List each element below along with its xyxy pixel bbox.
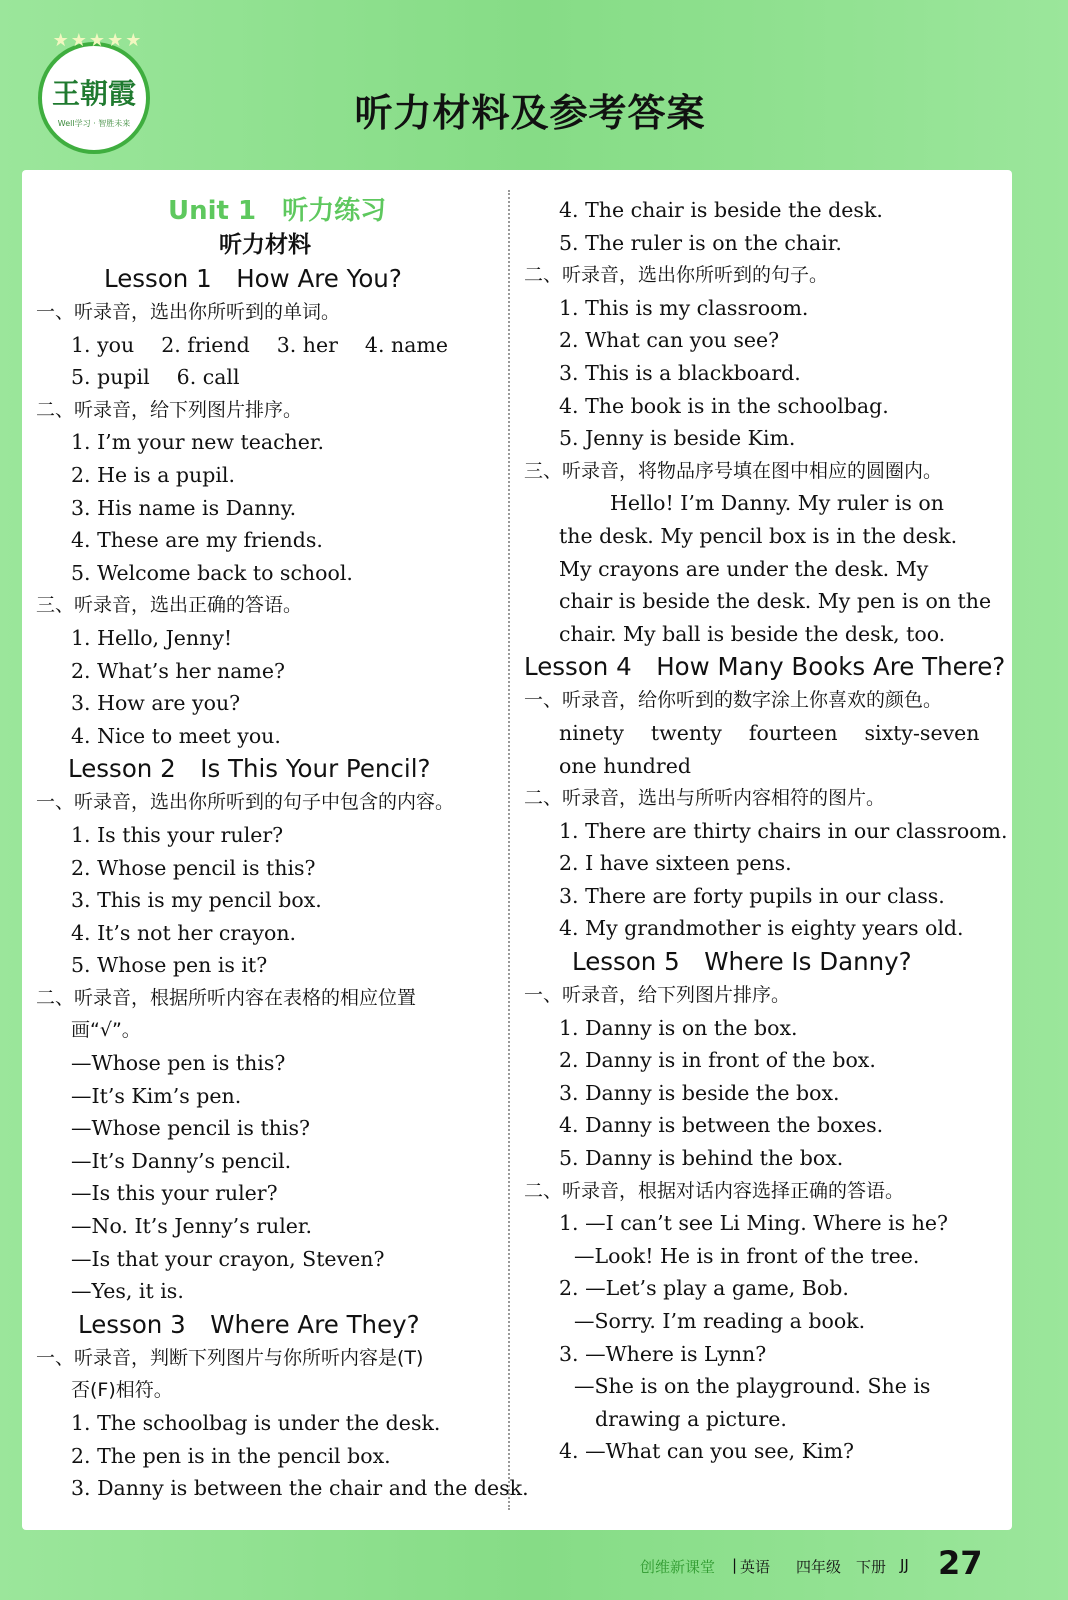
list-item: ninety twenty fourteen sixty-seven xyxy=(559,720,980,745)
dialogue-line: —Is this your ruler? xyxy=(71,1181,278,1206)
list-item: 1. Hello, Jenny! xyxy=(71,625,233,650)
question-heading: 一、听录音，判断下列图片与你所听内容是(T) xyxy=(36,1346,424,1369)
list-item: 1. The schoolbag is under the desk. xyxy=(71,1411,441,1435)
list-item: 3. This is my pencil box. xyxy=(71,888,322,913)
list-item: 4. The book is in the schoolbag. xyxy=(559,393,889,418)
left-column xyxy=(36,194,529,1505)
list-item: 1. There are thirty chairs in our classroom. xyxy=(559,818,1008,843)
list-item: 5. The ruler is on the chair. xyxy=(559,230,842,255)
dialogue-line: —No. It’s Jenny’s ruler. xyxy=(71,1214,312,1239)
list-item: 4. It’s not her crayon. xyxy=(71,920,297,945)
logo-subtitle: Well学习 · 智胜未来 xyxy=(57,119,131,128)
header xyxy=(0,0,1068,170)
list-item: 3. There are forty pupils in our class. xyxy=(559,883,945,908)
dialogue-line: 3. —Where is Lynn? xyxy=(559,1341,767,1366)
question-heading: 三、听录音，将物品序号填在图中相应的圆圈内。 xyxy=(524,459,943,482)
page-number: 27 xyxy=(938,1544,983,1582)
lesson-1-title: Lesson 1 How Are You? xyxy=(104,264,402,293)
passage-line: the desk. My pencil box is in the desk. xyxy=(559,523,958,548)
question-heading-cont: 画“√”。 xyxy=(71,1019,141,1042)
question-heading: 二、听录音，选出与所听内容相符的图片。 xyxy=(524,787,886,810)
list-item: 2. I have sixteen pens. xyxy=(559,851,792,876)
passage-line: Hello! I’m Danny. My ruler is on xyxy=(610,491,944,516)
dialogue-line: —Look! He is in front of the tree. xyxy=(574,1243,920,1268)
question-heading: 一、听录音，给下列图片排序。 xyxy=(524,984,791,1007)
list-item: 4. Nice to meet you. xyxy=(71,723,281,748)
list-item: 2. What can you see? xyxy=(559,328,780,353)
dialogue-line: —She is on the playground. She is xyxy=(574,1374,931,1399)
list-item: 2. The pen is in the pencil box. xyxy=(71,1443,391,1468)
list-item: 3. His name is Danny. xyxy=(71,495,297,520)
question-heading: 二、听录音，根据所听内容在表格的相应位置 xyxy=(36,986,417,1009)
list-item: 1. you 2. friend 3. her 4. name xyxy=(71,332,449,357)
dialogue-line: —Whose pencil is this? xyxy=(71,1116,310,1141)
unit-title: Unit 1 听力练习 xyxy=(168,196,387,226)
list-item: 4. These are my friends. xyxy=(71,528,323,553)
dialogue-line: 2. —Let’s play a game, Bob. xyxy=(559,1276,849,1301)
list-item: 1. Is this your ruler? xyxy=(71,822,284,847)
dialogue-line: drawing a picture. xyxy=(595,1406,787,1431)
list-item: 1. Danny is on the box. xyxy=(559,1015,798,1040)
list-item: 1. This is my classroom. xyxy=(559,295,809,320)
lesson-3-title: Lesson 3 Where Are They? xyxy=(78,1309,420,1339)
list-item: 2. Danny is in front of the box. xyxy=(559,1048,876,1073)
lesson-2-title: Lesson 2 Is This Your Pencil? xyxy=(68,754,431,784)
footer-edition: JJ xyxy=(900,1556,909,1574)
footer-separator: | xyxy=(732,1556,738,1574)
dialogue-line: —Is that your crayon, Steven? xyxy=(71,1246,385,1271)
dialogue-line: —Sorry. I’m reading a book. xyxy=(574,1309,866,1333)
passage-line: My crayons are under the desk. My xyxy=(559,556,929,581)
logo xyxy=(38,30,150,154)
list-item: 1. I’m your new teacher. xyxy=(71,430,324,455)
question-heading: 一、听录音，给你听到的数字涂上你喜欢的颜色。 xyxy=(524,689,943,712)
dialogue-line: —It’s Danny’s pencil. xyxy=(71,1148,292,1173)
footer-volume: 下册 xyxy=(856,1558,887,1576)
lesson-5-title: Lesson 5 Where Is Danny? xyxy=(572,947,912,977)
dialogue-line: —Yes, it is. xyxy=(71,1279,184,1304)
dialogue-line: —Whose pen is this? xyxy=(71,1051,286,1076)
list-item: 2. Whose pencil is this? xyxy=(71,855,316,880)
passage-line: chair. My ball is beside the desk, too. xyxy=(559,621,946,646)
list-item: 2. He is a pupil. xyxy=(71,462,236,487)
list-item: 5. Whose pen is it? xyxy=(71,953,268,978)
list-item: 3. Danny is beside the box. xyxy=(559,1080,840,1105)
list-item: 4. My grandmother is eighty years old. xyxy=(559,916,964,941)
footer-series: 创维新课堂 xyxy=(640,1558,716,1576)
logo-text: 王朝霞 xyxy=(51,77,136,110)
list-item: 4. The chair is beside the desk. xyxy=(559,198,883,222)
footer-subject: 英语 xyxy=(740,1558,771,1576)
list-item: 5. Welcome back to school. xyxy=(71,560,353,585)
question-heading: 三、听录音，选出正确的答语。 xyxy=(36,594,303,617)
question-heading: 一、听录音，选出你所听到的单词。 xyxy=(36,301,341,323)
list-item: 3. Danny is between the chair and the desk. xyxy=(71,1476,529,1501)
content-paper xyxy=(22,170,1012,1530)
list-item: 4. Danny is between the boxes. xyxy=(559,1113,884,1138)
dialogue-line: 4. —What can you see, Kim? xyxy=(559,1439,855,1464)
right-column xyxy=(524,194,1008,1468)
list-item: 5. pupil 6. call xyxy=(71,365,240,390)
question-heading-cont: 否(F)相符。 xyxy=(71,1379,173,1402)
logo-stars-icon: ★★★★★ xyxy=(52,30,144,51)
list-item: 5. Danny is behind the box. xyxy=(559,1146,844,1171)
column-divider xyxy=(508,190,510,1510)
list-item: 3. How are you? xyxy=(71,691,241,716)
list-item: 2. What’s her name? xyxy=(71,658,285,683)
question-heading: 一、听录音，选出你所听到的句子中包含的内容。 xyxy=(36,791,455,814)
dialogue-line: 1. —I can’t see Li Ming. Where is he? xyxy=(559,1211,949,1236)
lesson-4-title: Lesson 4 How Many Books Are There? xyxy=(524,652,1006,682)
question-heading: 二、听录音，选出你所听到的句子。 xyxy=(524,264,829,287)
page-title: 听力材料及参考答案 xyxy=(354,91,706,135)
footer-grade: 四年级 xyxy=(796,1558,842,1576)
passage-line: chair is beside the desk. My pen is on the xyxy=(559,589,992,614)
question-heading: 二、听录音，根据对话内容选择正确的答语。 xyxy=(524,1179,905,1202)
question-heading: 二、听录音，给下列图片排序。 xyxy=(36,398,303,421)
list-item: 5. Jenny is beside Kim. xyxy=(559,426,796,451)
footer xyxy=(600,1544,1060,1588)
dialogue-line: —It’s Kim’s pen. xyxy=(71,1083,242,1108)
list-item: 3. This is a blackboard. xyxy=(559,360,801,385)
list-item: one hundred xyxy=(559,753,691,778)
section-subtitle: 听力材料 xyxy=(219,232,311,258)
